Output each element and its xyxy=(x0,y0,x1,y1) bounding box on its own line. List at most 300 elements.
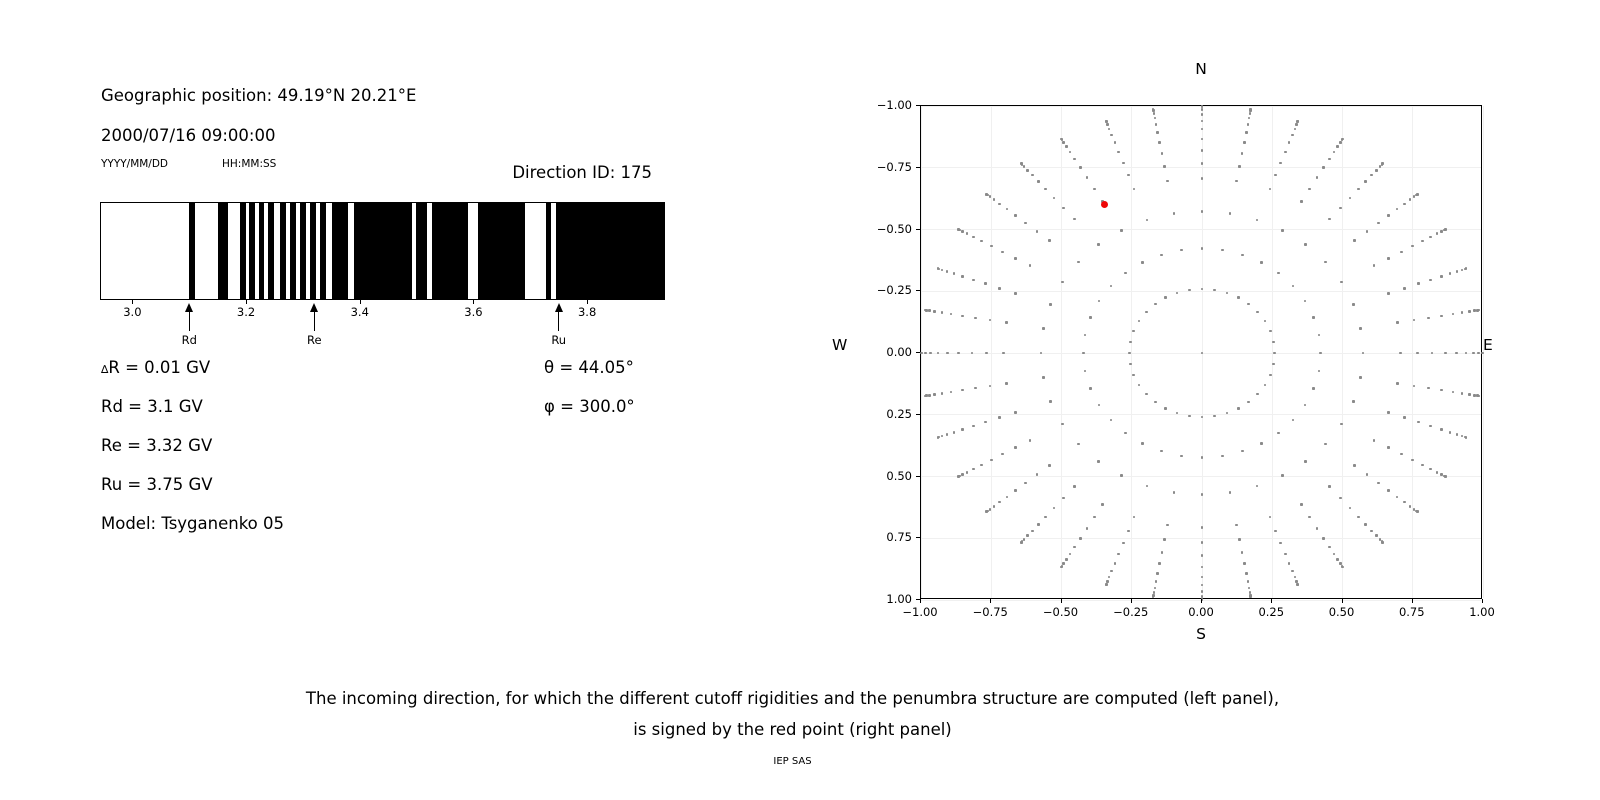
caption-line-2: is signed by the red point (right panel) xyxy=(633,720,952,739)
grid-dot xyxy=(1098,404,1101,407)
x-tick-mark xyxy=(1061,599,1062,603)
grid-dot xyxy=(1339,141,1342,144)
grid-dot xyxy=(1108,128,1111,131)
grid-dot xyxy=(1399,352,1402,355)
grid-dot xyxy=(941,269,944,272)
grid-dot xyxy=(1264,320,1267,323)
annotation-label: Ru xyxy=(551,333,567,347)
grid-dot xyxy=(1352,303,1355,306)
grid-dot xyxy=(1411,245,1414,248)
grid-dot xyxy=(1132,374,1135,377)
x-tick-label: −1.00 xyxy=(902,605,938,619)
grid-dot xyxy=(1073,158,1076,161)
grid-dot xyxy=(1461,269,1464,272)
grid-dot xyxy=(1155,580,1158,583)
grid-dot xyxy=(1440,315,1443,318)
grid-dot xyxy=(1238,165,1241,168)
grid-dot xyxy=(1124,432,1127,435)
grid-dot xyxy=(953,431,956,434)
grid-dot xyxy=(1163,165,1166,168)
grid-dot xyxy=(1201,493,1204,496)
grid-dot xyxy=(937,352,940,355)
grid-dot xyxy=(961,275,964,278)
grid-dot xyxy=(1176,292,1179,295)
grid-dot xyxy=(1161,551,1164,554)
grid-dot xyxy=(1444,475,1447,478)
grid-dot xyxy=(1097,243,1100,246)
grid-dot xyxy=(1396,496,1399,499)
grid-dot xyxy=(1156,131,1159,134)
re-text: Re = 3.32 GV xyxy=(101,436,213,455)
direction-id-text: Direction ID: 175 xyxy=(512,163,652,182)
grid-dot xyxy=(1141,442,1144,445)
penumbra-bar xyxy=(280,203,286,299)
grid-dot xyxy=(1312,387,1315,390)
grid-dot xyxy=(1249,595,1252,598)
grid-dot xyxy=(1014,411,1017,414)
grid-dot xyxy=(1229,491,1232,494)
grid-dot xyxy=(990,459,993,462)
grid-dot xyxy=(1084,334,1087,337)
gridline-horizontal xyxy=(921,229,1481,230)
grid-dot xyxy=(1221,249,1224,252)
x-tick-label: 1.00 xyxy=(1469,605,1495,619)
grid-dot xyxy=(1316,176,1319,179)
grid-dot xyxy=(1297,120,1300,123)
grid-dot xyxy=(1173,212,1176,215)
grid-dot xyxy=(1324,443,1327,446)
grid-dot xyxy=(1160,450,1163,453)
penumbra-bar xyxy=(478,203,525,299)
grid-dot xyxy=(1164,407,1167,410)
geo-position-text: Geographic position: 49.19°N 20.21°E xyxy=(101,86,417,105)
grid-dot xyxy=(1037,523,1040,526)
grid-dot xyxy=(933,310,936,313)
grid-dot xyxy=(1456,270,1459,273)
grid-dot xyxy=(1093,188,1096,191)
grid-dot xyxy=(1201,162,1204,165)
grid-dot xyxy=(1127,530,1130,533)
grid-dot xyxy=(1452,313,1455,316)
grid-dot xyxy=(1173,491,1176,494)
grid-dot xyxy=(1319,352,1322,355)
grid-dot xyxy=(974,317,977,320)
penumbra-bar xyxy=(249,203,255,299)
grid-dot xyxy=(1086,176,1089,179)
grid-dot xyxy=(1281,229,1284,232)
grid-dot xyxy=(1366,230,1369,233)
grid-dot xyxy=(1340,423,1343,426)
x-tick-label: 0.50 xyxy=(1328,605,1355,619)
grid-dot xyxy=(1105,584,1108,587)
grid-dot xyxy=(1353,464,1356,467)
grid-dot xyxy=(1352,400,1355,403)
grid-dot xyxy=(1245,572,1248,575)
grid-dot xyxy=(1128,352,1131,355)
skymap-plot-box xyxy=(920,105,1482,599)
grid-dot xyxy=(1312,316,1315,319)
grid-dot xyxy=(1154,587,1157,590)
grid-dot xyxy=(1145,393,1148,396)
grid-dot xyxy=(1292,285,1295,288)
grid-dot xyxy=(1201,120,1204,123)
grid-dot xyxy=(941,435,944,438)
grid-dot xyxy=(1284,553,1287,556)
grid-dot xyxy=(1031,174,1034,177)
grid-dot xyxy=(1274,530,1277,533)
y-tick-label: 0.75 xyxy=(886,530,912,545)
grid-dot xyxy=(1180,249,1183,252)
compass-north-label: N xyxy=(1195,60,1207,78)
x-tick-mark xyxy=(473,300,474,304)
grid-dot xyxy=(1001,453,1004,456)
grid-dot xyxy=(1155,123,1158,126)
grid-dot xyxy=(1049,400,1052,403)
grid-dot xyxy=(961,230,964,233)
grid-dot xyxy=(1291,570,1294,573)
grid-dot xyxy=(1237,296,1240,299)
grid-dot xyxy=(1294,128,1297,131)
grid-dot xyxy=(1273,352,1276,355)
x-tick-mark xyxy=(1201,599,1202,603)
grid-dot xyxy=(993,505,996,508)
annotation-arrow-shaft xyxy=(189,311,190,331)
x-tick-mark xyxy=(132,300,133,304)
grid-dot xyxy=(1381,162,1384,165)
x-tick-label: 0.25 xyxy=(1258,605,1285,619)
grid-dot xyxy=(1084,370,1087,373)
grid-dot xyxy=(1089,387,1092,390)
grid-dot xyxy=(1300,200,1303,203)
date-format-label: YYYY/MM/DD xyxy=(101,158,169,170)
grid-dot xyxy=(1304,460,1307,463)
grid-dot xyxy=(957,352,960,355)
x-tick-mark xyxy=(1412,599,1413,603)
grid-dot xyxy=(946,352,949,355)
grid-dot xyxy=(1164,296,1167,299)
grid-dot xyxy=(1349,507,1352,510)
grid-dot xyxy=(1044,516,1047,519)
grid-dot xyxy=(1201,210,1204,213)
grid-dot xyxy=(1026,169,1029,172)
x-tick-mark xyxy=(360,300,361,304)
y-tick-mark xyxy=(916,290,920,291)
grid-dot xyxy=(1269,374,1272,377)
x-tick-label: −0.25 xyxy=(1113,605,1149,619)
grid-dot xyxy=(984,282,987,285)
grid-dot xyxy=(1201,149,1204,152)
grid-dot xyxy=(998,203,1001,206)
grid-dot xyxy=(1061,423,1064,426)
grid-dot xyxy=(1129,341,1132,344)
grid-dot xyxy=(1472,352,1475,355)
grid-dot xyxy=(1292,419,1295,422)
grid-dot xyxy=(950,313,953,316)
grid-dot xyxy=(1133,188,1136,191)
x-tick-label: −0.50 xyxy=(1042,605,1079,619)
grid-dot xyxy=(1221,455,1224,458)
x-tick-mark xyxy=(1271,599,1272,603)
grid-dot xyxy=(941,392,944,395)
grid-dot xyxy=(1062,207,1065,210)
grid-dot xyxy=(1044,188,1047,191)
y-tick-label: −0.25 xyxy=(876,283,912,298)
grid-dot xyxy=(1156,572,1159,575)
grid-dot xyxy=(1281,474,1284,477)
grid-dot xyxy=(1322,537,1325,540)
grid-dot xyxy=(1364,523,1367,526)
compass-south-label: S xyxy=(1196,625,1206,643)
grid-dot xyxy=(937,436,940,439)
grid-dot xyxy=(1297,584,1300,587)
grid-dot xyxy=(1277,432,1280,435)
grid-dot xyxy=(998,287,1001,290)
grid-dot xyxy=(1318,370,1321,373)
y-tick-mark xyxy=(916,476,920,477)
grid-dot xyxy=(1440,275,1443,278)
grid-dot xyxy=(985,352,988,355)
grid-dot xyxy=(1328,546,1331,549)
grid-dot xyxy=(1295,123,1298,126)
grid-dot xyxy=(957,228,960,231)
grid-dot xyxy=(1037,180,1040,183)
grid-dot xyxy=(1014,257,1017,260)
grid-dot xyxy=(966,471,969,474)
grid-dot xyxy=(924,352,927,355)
grid-dot xyxy=(1201,456,1204,459)
grid-dot xyxy=(1146,219,1149,222)
grid-dot xyxy=(1241,551,1244,554)
grid-dot xyxy=(1416,352,1419,355)
grid-dot xyxy=(1373,264,1376,267)
grid-dot xyxy=(1294,576,1297,579)
grid-dot xyxy=(998,416,1001,419)
penumbra-bar xyxy=(310,203,316,299)
phi-text: φ = 300.0° xyxy=(544,397,635,416)
grid-dot xyxy=(1158,562,1161,565)
grid-dot xyxy=(1073,485,1076,488)
grid-dot xyxy=(972,468,975,471)
grid-dot xyxy=(1077,443,1080,446)
grid-dot xyxy=(1375,169,1378,172)
grid-dot xyxy=(984,421,987,424)
credit-text: IEP SAS xyxy=(773,756,812,767)
grid-dot xyxy=(1247,401,1250,404)
grid-dot xyxy=(1461,311,1464,314)
y-tick-label: −0.50 xyxy=(876,221,912,236)
grid-dot xyxy=(1114,141,1117,144)
grid-dot xyxy=(1247,303,1250,306)
grid-dot-center xyxy=(1201,352,1204,355)
y-tick-mark xyxy=(916,167,920,168)
grid-dot xyxy=(1160,254,1163,257)
compass-east-label: E xyxy=(1483,336,1493,354)
grid-dot xyxy=(1272,341,1275,344)
penumbra-bar xyxy=(290,203,296,299)
grid-dot xyxy=(961,389,964,392)
grid-dot xyxy=(1336,145,1339,148)
grid-dot xyxy=(1316,527,1319,530)
compass-west-label: W xyxy=(832,336,848,354)
grid-dot xyxy=(1377,222,1380,225)
grid-dot xyxy=(1201,541,1204,544)
penumbra-bar xyxy=(354,203,412,299)
penumbra-bar xyxy=(218,203,228,299)
grid-dot xyxy=(1353,239,1356,242)
x-tick-mark xyxy=(920,599,921,603)
grid-dot xyxy=(1060,566,1063,569)
grid-dot xyxy=(985,510,988,513)
grid-dot xyxy=(1455,352,1458,355)
grid-dot xyxy=(993,198,996,201)
time-format-label: HH:MM:SS xyxy=(222,158,277,170)
theta-text: θ = 44.05° xyxy=(544,358,634,377)
grid-dot xyxy=(1101,503,1104,506)
grid-dot xyxy=(1333,151,1336,154)
grid-dot xyxy=(1166,180,1169,183)
penumbra-bar xyxy=(189,203,195,299)
grid-dot xyxy=(1359,327,1362,330)
grid-dot xyxy=(1429,468,1432,471)
y-tick-mark xyxy=(916,537,920,538)
grid-dot xyxy=(1122,542,1125,545)
grid-dot xyxy=(1413,385,1416,388)
grid-dot xyxy=(1082,352,1085,355)
grid-dot xyxy=(1062,497,1065,500)
grid-dot xyxy=(1108,576,1111,579)
grid-dot xyxy=(998,501,1001,504)
annotation-arrow-shaft xyxy=(558,311,559,331)
grid-dot xyxy=(980,464,983,467)
selected-direction-red-point xyxy=(1101,201,1108,208)
grid-dot xyxy=(1040,352,1043,355)
grid-dot xyxy=(1024,222,1027,225)
grid-dot xyxy=(1201,590,1204,593)
grid-dot xyxy=(1403,416,1406,419)
grid-dot xyxy=(1403,501,1406,504)
grid-dot xyxy=(1373,439,1376,442)
grid-dot xyxy=(1357,188,1360,191)
grid-dot xyxy=(1238,538,1241,541)
grid-dot xyxy=(1001,251,1004,254)
grid-dot xyxy=(1201,177,1204,180)
y-tick-mark xyxy=(916,599,920,600)
grid-dot xyxy=(1333,553,1336,556)
grid-dot xyxy=(1318,334,1321,337)
grid-dot xyxy=(1042,376,1045,379)
grid-dot xyxy=(1166,524,1169,527)
grid-dot xyxy=(1339,207,1342,210)
gridline-horizontal xyxy=(921,167,1481,168)
grid-dot xyxy=(1241,254,1244,257)
grid-dot xyxy=(1145,311,1148,314)
grid-dot xyxy=(1188,289,1191,292)
penumbra-bar xyxy=(332,203,348,299)
grid-dot xyxy=(1180,455,1183,458)
grid-dot xyxy=(929,352,932,355)
grid-dot xyxy=(1247,123,1250,126)
grid-dot xyxy=(972,279,975,282)
grid-dot xyxy=(1110,285,1113,288)
grid-dot xyxy=(924,395,927,398)
grid-dot xyxy=(985,193,988,196)
grid-dot xyxy=(961,315,964,318)
penumbra-bar xyxy=(546,203,551,299)
x-tick-label: 0.75 xyxy=(1398,605,1425,619)
grid-dot xyxy=(1274,174,1277,177)
grid-dot xyxy=(1249,112,1252,115)
delta-symbol: ∆ xyxy=(101,363,109,376)
penumbra-bar xyxy=(268,203,274,299)
grid-dot xyxy=(1065,558,1068,561)
grid-dot xyxy=(1002,352,1005,355)
x-tick-label: 3.4 xyxy=(350,305,369,319)
grid-dot xyxy=(1141,261,1144,264)
grid-dot xyxy=(1073,546,1076,549)
grid-dot xyxy=(1288,562,1291,565)
grid-dot xyxy=(1163,538,1166,541)
grid-dot xyxy=(1049,303,1052,306)
grid-dot xyxy=(1461,392,1464,395)
grid-dot xyxy=(1110,419,1113,422)
y-tick-mark xyxy=(916,105,920,106)
grid-dot xyxy=(1201,416,1204,419)
grid-dot xyxy=(1201,576,1204,579)
x-tick-label: 0.00 xyxy=(1188,605,1214,619)
grid-dot xyxy=(1440,389,1443,392)
gridline-horizontal xyxy=(921,291,1481,292)
grid-dot xyxy=(1260,261,1263,264)
caption-line-1: The incoming direction, for which the different cutoff rigidities and the penumbra structure are computed (left panel), xyxy=(305,689,1280,708)
grid-dot xyxy=(1014,446,1017,449)
annotation-arrow-shaft xyxy=(314,311,315,331)
grid-dot xyxy=(1229,212,1232,215)
grid-dot xyxy=(1069,151,1072,154)
grid-dot xyxy=(1336,558,1339,561)
grid-dot xyxy=(1429,425,1432,428)
grid-dot xyxy=(1138,384,1141,387)
grid-dot xyxy=(1031,530,1034,533)
grid-dot xyxy=(1122,162,1125,165)
grid-dot xyxy=(1114,562,1117,565)
grid-dot xyxy=(1277,272,1280,275)
grid-dot xyxy=(1014,489,1017,492)
grid-dot xyxy=(1409,505,1412,508)
grid-dot xyxy=(1328,218,1331,221)
grid-dot xyxy=(1014,214,1017,217)
y-tick-label: 0.00 xyxy=(886,345,912,359)
grid-dot xyxy=(1020,162,1023,165)
grid-dot xyxy=(1308,188,1311,191)
grid-dot xyxy=(1417,421,1420,424)
grid-dot xyxy=(1449,272,1452,275)
grid-dot xyxy=(1256,219,1259,222)
grid-dot xyxy=(1006,496,1009,499)
penumbra-plot-box xyxy=(100,202,665,300)
grid-dot xyxy=(1201,108,1204,111)
x-tick-mark xyxy=(1342,599,1343,603)
grid-dot xyxy=(1029,264,1032,267)
grid-dot xyxy=(1477,395,1480,398)
grid-dot xyxy=(1400,251,1403,254)
grid-dot xyxy=(1048,464,1051,467)
grid-dot xyxy=(1188,415,1191,418)
grid-dot xyxy=(1366,473,1369,476)
grid-dot xyxy=(1154,117,1157,120)
grid-dot xyxy=(1093,516,1096,519)
grid-dot xyxy=(1300,503,1303,506)
grid-dot xyxy=(1024,482,1027,485)
